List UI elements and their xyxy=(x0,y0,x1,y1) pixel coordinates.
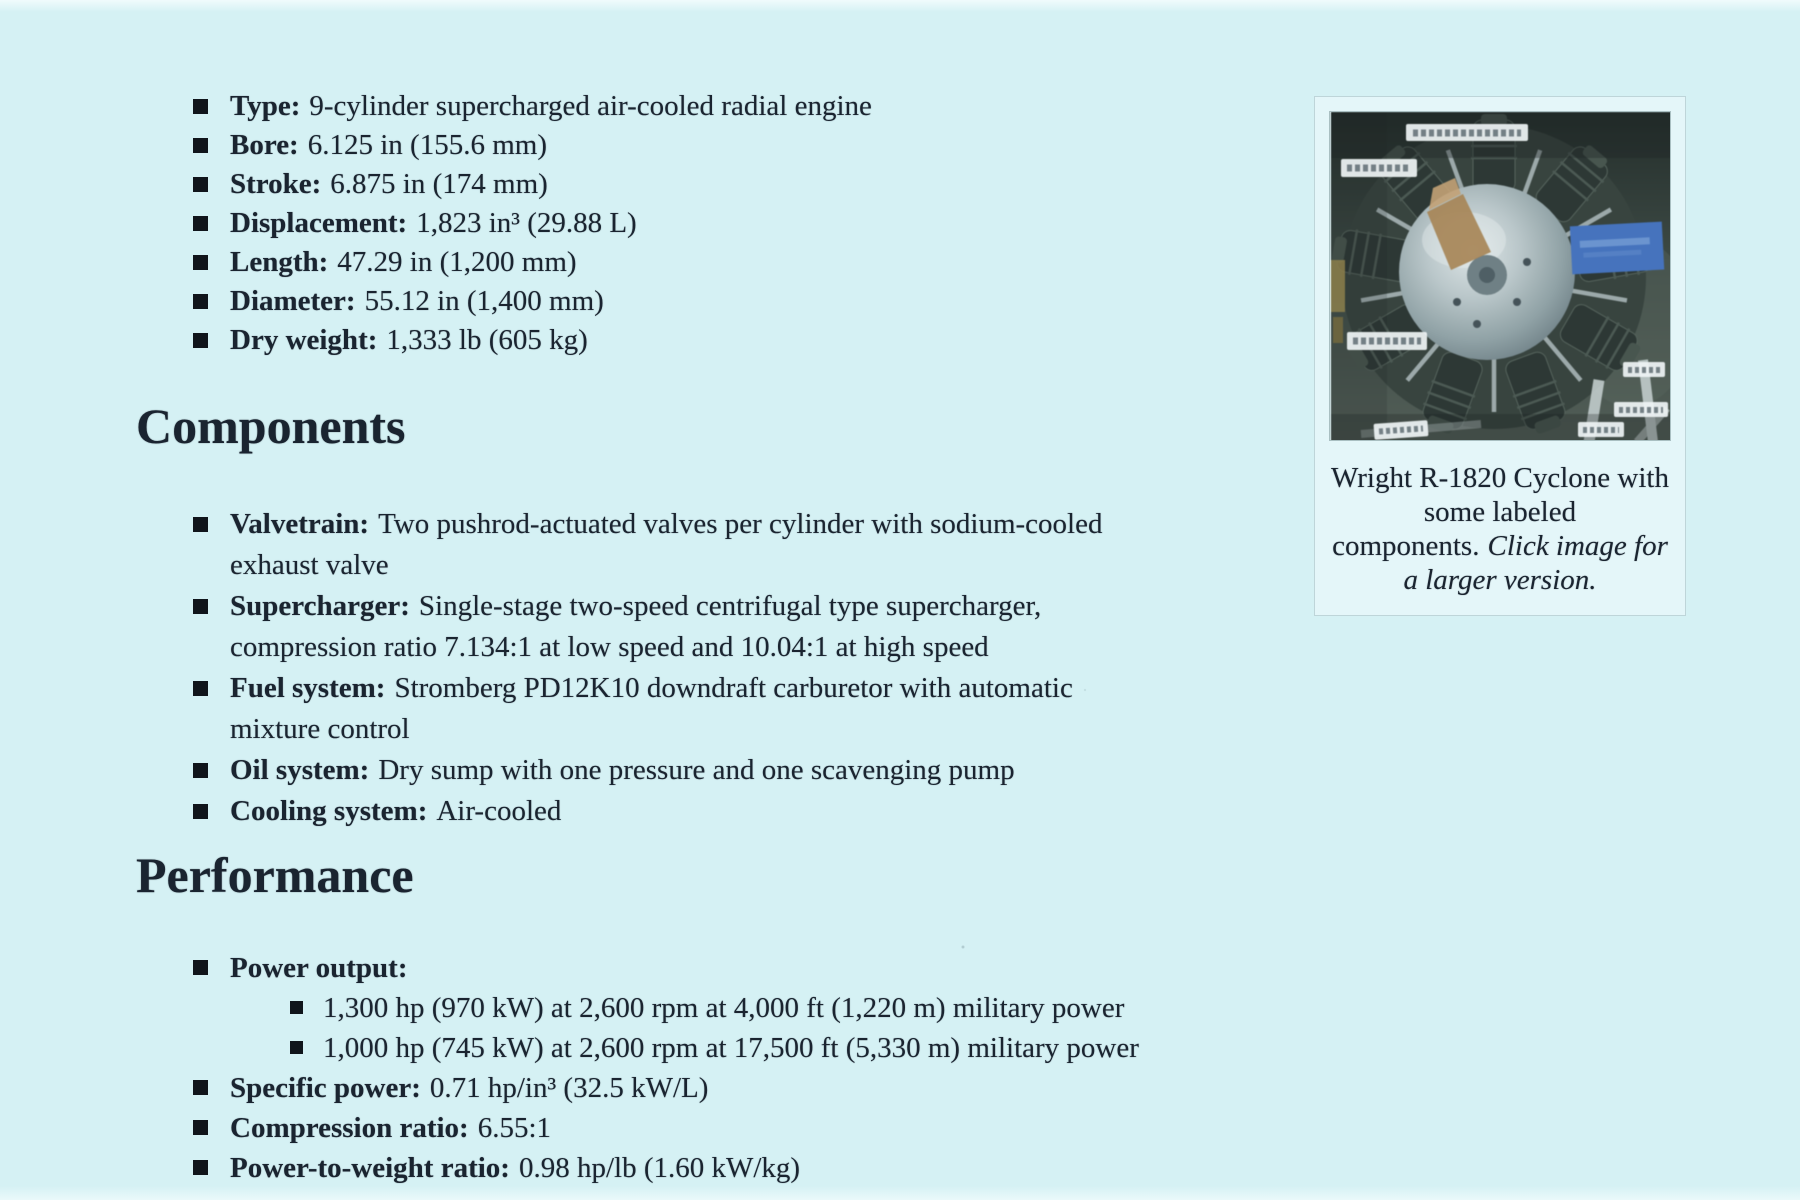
square-bullet-icon xyxy=(193,333,208,348)
list-item xyxy=(193,586,1125,668)
list-item xyxy=(193,1068,1433,1108)
square-bullet-icon xyxy=(193,1120,208,1135)
power-output-value: 1,000 hp (745 kW) at 2,600 rpm at 17,500 ft (5,330 m) military power xyxy=(323,1032,1139,1064)
square-bullet-icon xyxy=(290,1001,303,1014)
performance-value: 0.98 hp/lb (1.60 kW/kg) xyxy=(518,1152,801,1184)
performance-label: Power-to-weight ratio: xyxy=(230,1152,510,1184)
engine-figure xyxy=(1314,96,1686,616)
blue-highlight-box xyxy=(1570,222,1664,275)
component-value: Dry sump with one pressure and one scavenging pump xyxy=(378,754,1015,786)
engine-photo xyxy=(1329,111,1671,441)
spec-label: Bore: xyxy=(230,129,299,161)
square-bullet-icon xyxy=(193,216,208,231)
spec-value: 47.29 in (1,200 mm) xyxy=(337,246,577,278)
list-item xyxy=(193,668,1125,750)
performance-heading: Performance xyxy=(136,847,414,903)
spec-value: 6.125 in (155.6 mm) xyxy=(307,129,547,161)
spec-label: Length: xyxy=(230,246,329,278)
component-label: Oil system: xyxy=(230,754,370,786)
engine-photo-illustration xyxy=(1330,112,1671,441)
performance-label: Specific power: xyxy=(230,1072,421,1104)
square-bullet-icon xyxy=(193,294,208,309)
spec-value: 55.12 in (1,400 mm) xyxy=(364,285,604,317)
list-item xyxy=(193,1148,1433,1188)
list-item xyxy=(193,750,1125,791)
list-item xyxy=(193,243,872,282)
square-bullet-icon xyxy=(193,99,208,114)
figure-caption-italic-text: Click image for a larger version. xyxy=(1403,530,1668,596)
component-label: Supercharger: xyxy=(230,590,410,622)
list-item xyxy=(193,126,872,165)
performance-value: 6.55:1 xyxy=(477,1112,552,1144)
component-value: Stromberg PD12K10 downdraft carburetor with automatic mixture control xyxy=(230,672,1073,745)
square-bullet-icon xyxy=(193,599,208,614)
square-bullet-icon xyxy=(193,681,208,696)
square-bullet-icon xyxy=(193,1160,208,1175)
list-item-power-output xyxy=(193,948,1433,1068)
page-top-light-band xyxy=(0,0,1800,12)
spec-value: 6.875 in (174 mm) xyxy=(330,168,548,200)
spec-value: 1,823 in³ (29.88 L) xyxy=(416,207,637,239)
performance-label: Compression ratio: xyxy=(230,1112,469,1144)
square-bullet-icon xyxy=(193,255,208,270)
list-item xyxy=(193,165,872,204)
list-item xyxy=(193,791,1125,832)
square-bullet-icon xyxy=(193,517,208,532)
spec-label: Displacement: xyxy=(230,207,408,239)
figure-caption xyxy=(1329,461,1671,597)
list-item xyxy=(290,1028,1433,1068)
spec-label: Dry weight: xyxy=(230,324,378,356)
square-bullet-icon xyxy=(193,804,208,819)
spec-label: Type: xyxy=(230,90,301,122)
spec-list xyxy=(193,87,872,360)
list-item xyxy=(193,504,1125,586)
component-label: Cooling system: xyxy=(230,795,428,827)
square-bullet-icon xyxy=(193,960,208,975)
performance-label: Power output: xyxy=(230,952,408,984)
spec-label: Stroke: xyxy=(230,168,322,200)
list-item xyxy=(193,1108,1433,1148)
list-item xyxy=(193,282,872,321)
spec-value: 1,333 lb (605 kg) xyxy=(386,324,588,356)
components-list xyxy=(193,504,1125,832)
square-bullet-icon xyxy=(193,177,208,192)
square-bullet-icon xyxy=(193,1080,208,1095)
power-output-sublist xyxy=(193,988,1433,1068)
list-item xyxy=(193,87,872,126)
components-heading: Components xyxy=(136,398,406,454)
component-value: Air-cooled xyxy=(436,795,562,827)
square-bullet-icon xyxy=(193,138,208,153)
component-value: Single-stage two-speed centrifugal type supercharger, compression ratio 7.134:1 at low speed and 10.04:1 at high speed xyxy=(230,590,1042,663)
performance-list xyxy=(193,948,1433,1188)
square-bullet-icon xyxy=(290,1041,303,1054)
square-bullet-icon xyxy=(193,763,208,778)
component-label: Valvetrain: xyxy=(230,508,370,540)
figure-caption-text: Wright R-1820 Cyclone with some labeled components. xyxy=(1331,462,1669,562)
list-item xyxy=(193,321,872,360)
page-bottom-light-band xyxy=(0,1186,1800,1200)
component-label: Fuel system: xyxy=(230,672,386,704)
list-item xyxy=(193,204,872,243)
performance-value: 0.71 hp/in³ (32.5 kW/L) xyxy=(429,1072,709,1104)
spec-value: 9-cylinder supercharged air-cooled radial engine xyxy=(309,90,872,122)
list-item xyxy=(290,988,1433,1028)
power-output-value: 1,300 hp (970 kW) at 2,600 rpm at 4,000 ft (1,220 m) military power xyxy=(323,992,1125,1024)
spec-label: Diameter: xyxy=(230,285,356,317)
component-value: Two pushrod-actuated valves per cylinder with sodium-cooled exhaust valve xyxy=(230,508,1103,581)
